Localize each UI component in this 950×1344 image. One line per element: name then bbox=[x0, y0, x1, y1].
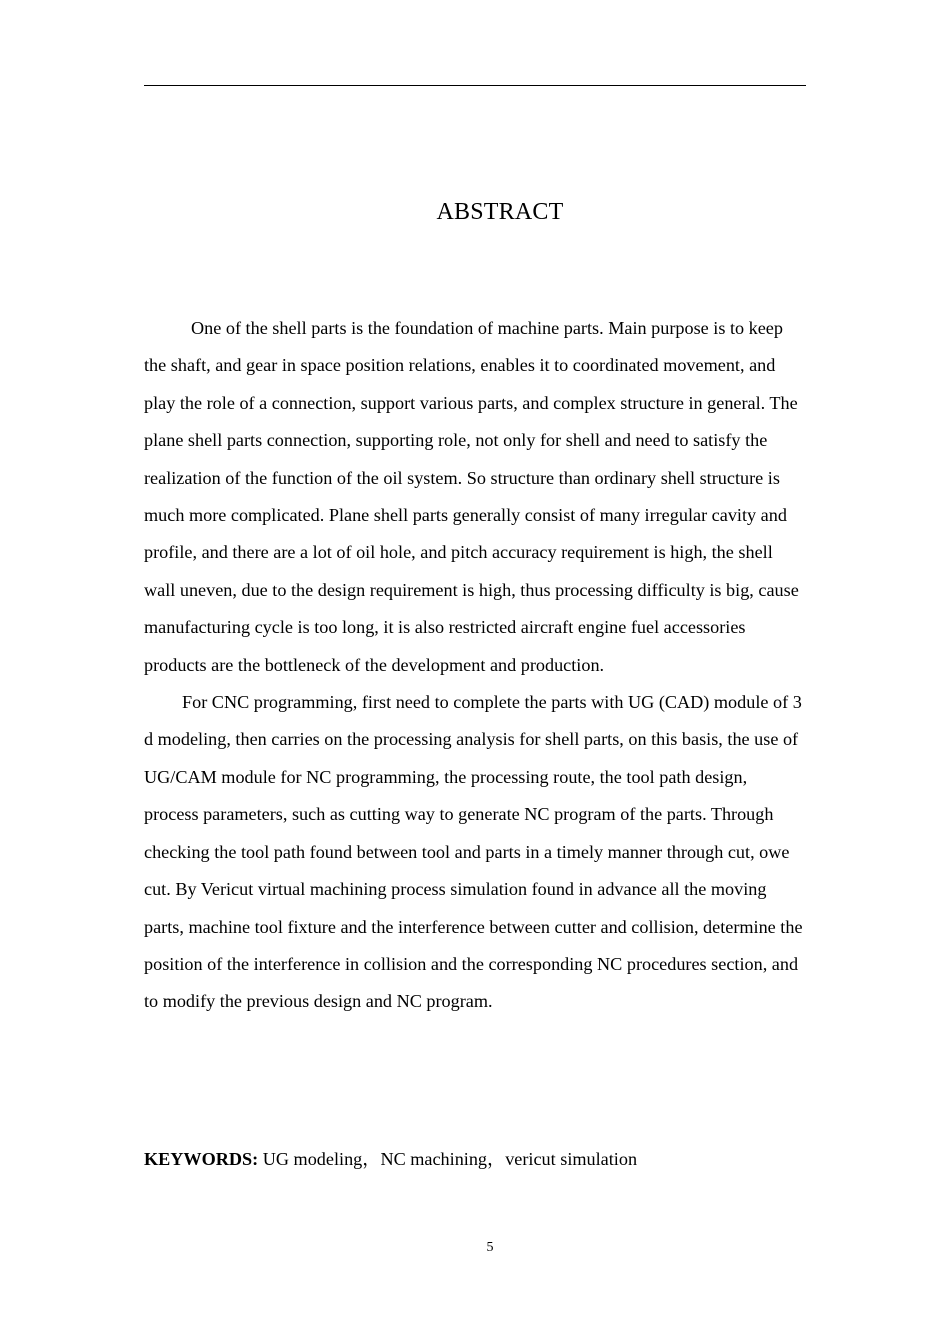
page-number: 5 bbox=[486, 1240, 494, 1255]
abstract-title: ABSTRACT bbox=[436, 199, 564, 225]
keywords-line bbox=[144, 1141, 806, 1178]
abstract-paragraph-2: For CNC programming, first need to complete the parts with UG (CAD) module of 3 d modeling, then carries on the processing analysis for shell parts, on this basis, the use of UG/CAM module for NC programming, the processing route, the tool path design, process parameters, such as cutting way to generate NC program of the parts. Through checking the tool path found between tool and parts in a timely manner through cut, owe cut. By Vericut virtual machining process simulation found in advance all the moving parts, machine tool fixture and the interference between cutter and collision, determine the position of the interference in collision and the corresponding NC procedures section, and to modify the previous design and NC program. bbox=[144, 692, 803, 1012]
keywords-label: KEYWORDS: bbox=[144, 1149, 259, 1169]
keywords-value: UG modeling，NC machining，vericut simulation bbox=[258, 1149, 638, 1169]
abstract-body bbox=[144, 310, 806, 1021]
abstract-paragraph-1: One of the shell parts is the foundation of machine parts. Main purpose is to keep the shaft, and gear in space position relations, enables it to coordinated movement, and play the role of a connection, support various parts, and complex structure in general. The plane shell parts connection, supporting role, not only for shell and need to satisfy the realization of the function of the oil system. So structure than ordinary shell structure is much more complicated. Plane shell parts generally consist of many irregular cavity and profile, and there are a lot of oil hole, and pitch accuracy requirement is high, the shell wall uneven, due to the design requirement is high, thus processing difficulty is big, cause manufacturing cycle is too long, it is also restricted aircraft engine fuel accessories products are the bottleneck of the development and production. bbox=[144, 318, 799, 675]
header-rule bbox=[144, 85, 806, 86]
